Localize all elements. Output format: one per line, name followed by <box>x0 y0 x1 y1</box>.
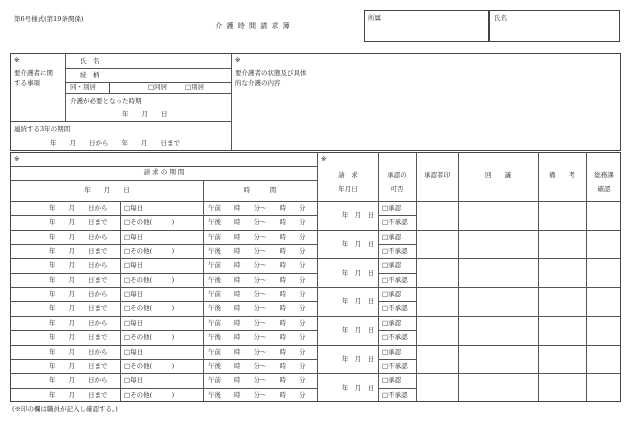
approve-checkbox[interactable]: □承認 <box>382 318 402 327</box>
pm-time[interactable]: 午後 時 分～ 時 分 <box>208 333 306 342</box>
period-table-mark: ※ <box>14 155 20 163</box>
requester-label-line2: する事項 <box>14 79 40 87</box>
daily-checkbox[interactable]: □毎日 <box>124 261 144 270</box>
period-table-heading: 請 求 の 期 間 <box>143 168 185 176</box>
am-time[interactable]: 午前 時 分～ 時 分 <box>208 347 306 356</box>
condition-label-line2: 的な介護の内容 <box>235 79 281 87</box>
disapprove-checkbox[interactable]: □不承認 <box>382 247 408 256</box>
column-time: 時 間 <box>243 186 277 194</box>
to-date[interactable]: 年 月 日まで <box>49 361 108 370</box>
request-date[interactable]: 年 月 日 <box>341 354 375 363</box>
other-checkbox[interactable]: □その他( ) <box>124 333 175 342</box>
pm-time[interactable]: 午後 時 分～ 時 分 <box>208 361 306 370</box>
from-date[interactable]: 年 月 日から <box>49 290 108 299</box>
pm-time[interactable]: 午後 時 分～ 時 分 <box>208 247 306 256</box>
request-date[interactable]: 年 月 日 <box>341 383 375 392</box>
disapprove-checkbox[interactable]: □不承認 <box>382 333 408 342</box>
to-date[interactable]: 年 月 日まで <box>49 247 108 256</box>
care-needed-time-value: 年 月 日 <box>122 110 168 118</box>
from-date[interactable]: 年 月 日から <box>49 318 108 327</box>
disapprove-checkbox[interactable]: □不承認 <box>382 218 408 227</box>
am-time[interactable]: 午前 時 分～ 時 分 <box>208 290 306 299</box>
page-title: 介 護 時 間 請 求 簿 <box>215 22 291 30</box>
disapprove-checkbox[interactable]: □不承認 <box>382 390 408 399</box>
approve-checkbox[interactable]: □承認 <box>382 204 402 212</box>
daily-checkbox[interactable]: □毎日 <box>124 204 144 212</box>
form-number: 第6号様式(第19条関係) <box>14 15 84 23</box>
name-field[interactable] <box>489 10 620 42</box>
approve-checkbox[interactable]: □承認 <box>382 347 402 356</box>
am-time[interactable]: 午前 時 分～ 時 分 <box>208 204 306 212</box>
column-request-date-line2: 年月日 <box>338 185 358 193</box>
footer-note: (※印の欄は職員が記入し確認する。) <box>12 405 118 413</box>
approve-checkbox[interactable]: □承認 <box>382 376 402 385</box>
to-date[interactable]: 年 月 日まで <box>49 218 108 227</box>
approve-checkbox[interactable]: □承認 <box>382 290 402 299</box>
other-checkbox[interactable]: □その他( ) <box>124 275 175 284</box>
approve-checkbox[interactable]: □承認 <box>382 232 402 241</box>
column-reply: 回 議 <box>485 171 511 179</box>
requester-mark: ※ <box>14 56 20 64</box>
pm-time[interactable]: 午後 時 分～ 時 分 <box>208 275 306 284</box>
column-approver-seal: 承認者印 <box>424 171 450 179</box>
daily-checkbox[interactable]: □毎日 <box>124 290 144 299</box>
disapprove-checkbox[interactable]: □不承認 <box>382 304 408 313</box>
from-date[interactable]: 年 月 日から <box>49 232 108 241</box>
column-hr-line2: 確認 <box>597 185 611 193</box>
disapprove-checkbox[interactable]: □不承認 <box>382 361 408 370</box>
am-time[interactable]: 午前 時 分～ 時 分 <box>208 318 306 327</box>
column-remarks: 備 考 <box>549 171 575 179</box>
column-date: 年 月 日 <box>84 186 130 194</box>
approval-table-mark: ※ <box>321 155 327 163</box>
approve-checkbox[interactable]: □承認 <box>382 261 402 270</box>
care-needed-time-label: 介護が必要となった時期 <box>70 97 142 105</box>
column-approval-line2: 可否 <box>390 185 404 193</box>
request-date[interactable]: 年 月 日 <box>341 326 375 335</box>
other-checkbox[interactable]: □その他( ) <box>124 361 175 370</box>
name-label: 氏名 <box>494 14 507 22</box>
column-request-date-line1: 請 求 <box>338 171 358 179</box>
relation-label: 続 柄 <box>80 71 100 79</box>
to-date[interactable]: 年 月 日まで <box>49 304 108 313</box>
request-date[interactable]: 年 月 日 <box>341 240 375 249</box>
other-checkbox[interactable]: □その他( ) <box>124 304 175 313</box>
daily-checkbox[interactable]: □毎日 <box>124 318 144 327</box>
requester-label-line1: 要介護者に関 <box>14 69 53 77</box>
pm-time[interactable]: 午後 時 分～ 時 分 <box>208 218 306 227</box>
request-date[interactable]: 年 月 日 <box>341 297 375 306</box>
to-date[interactable]: 年 月 日まで <box>49 275 108 284</box>
to-date[interactable]: 年 月 日まで <box>49 333 108 342</box>
condition-mark: ※ <box>235 56 241 64</box>
other-checkbox[interactable]: □その他( ) <box>124 247 175 256</box>
to-date[interactable]: 年 月 日まで <box>49 390 108 399</box>
from-date[interactable]: 年 月 日から <box>49 376 108 385</box>
daily-checkbox[interactable]: □毎日 <box>124 347 144 356</box>
am-time[interactable]: 午前 時 分～ 時 分 <box>208 376 306 385</box>
period-label: 連続する3年の期間 <box>14 125 71 133</box>
pm-time[interactable]: 午後 時 分～ 時 分 <box>208 390 306 399</box>
affiliation-field[interactable] <box>364 10 489 42</box>
cohabit-label: 同・別居 <box>70 83 96 91</box>
cohabit-option-separate[interactable]: □別居 <box>185 83 205 91</box>
column-hr-line1: 総務課 <box>594 171 614 179</box>
condition-label-line1: 要介護者の状態及び具体 <box>235 69 307 77</box>
request-date[interactable]: 年 月 日 <box>341 211 375 220</box>
other-checkbox[interactable]: □その他( ) <box>124 390 175 399</box>
from-date[interactable]: 年 月 日から <box>49 261 108 270</box>
pm-time[interactable]: 午後 時 分～ 時 分 <box>208 304 306 313</box>
cohabit-option-together[interactable]: □同居 <box>148 83 168 91</box>
am-time[interactable]: 午前 時 分～ 時 分 <box>208 261 306 270</box>
affiliation-label: 所属 <box>368 14 381 22</box>
daily-checkbox[interactable]: □毎日 <box>124 232 144 241</box>
requester-name-label: 氏 名 <box>80 57 100 65</box>
other-checkbox[interactable]: □その他( ) <box>124 218 175 227</box>
from-date[interactable]: 年 月 日から <box>49 347 108 356</box>
disapprove-checkbox[interactable]: □不承認 <box>382 275 408 284</box>
period-value: 年 月 日から 年 月 日まで <box>50 139 180 147</box>
daily-checkbox[interactable]: □毎日 <box>124 376 144 385</box>
column-approval-line1: 承認の <box>387 171 407 179</box>
am-time[interactable]: 午前 時 分～ 時 分 <box>208 232 306 241</box>
from-date[interactable]: 年 月 日から <box>49 204 108 212</box>
request-date[interactable]: 年 月 日 <box>341 268 375 277</box>
